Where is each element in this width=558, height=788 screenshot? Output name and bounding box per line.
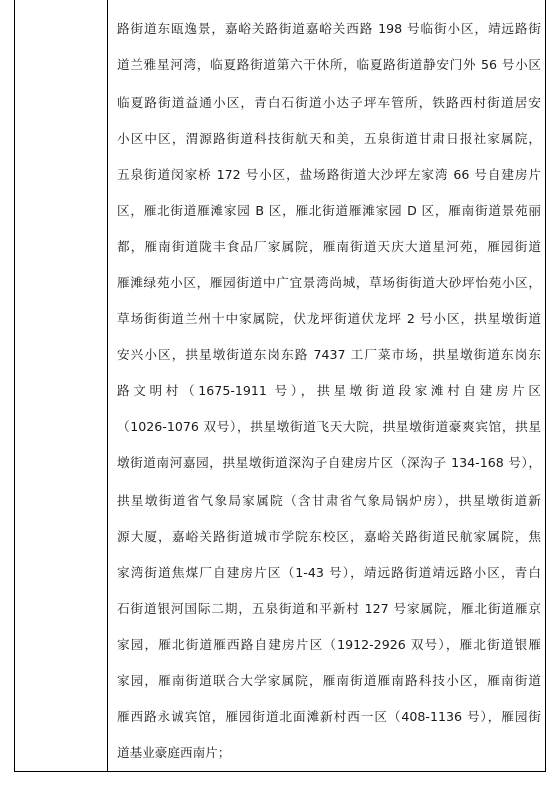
text-line-13: 墩街道南河嘉园，拱星墩街道深沟子自建房片区（深沟子 134-168 号）， xyxy=(117,455,541,470)
text-line-10: 安兴小区，拱星墩街道东岗东路 7437 工厂菜市场，拱星墩街道东岗东 xyxy=(117,347,541,362)
left-empty-cell xyxy=(15,0,107,771)
text-line-9: 草场街街道兰州十中家属院，伏龙坪街道伏龙坪 2 号小区，拱星墩街道 xyxy=(117,311,541,326)
text-line-20: 雁西路永诚宾馆，雁园街道北面滩新村西一区（408-1136 号），雁园街 xyxy=(117,709,541,724)
text-line-1: 路街道东瓯逸景，嘉峪关路街道嘉峪关西路 198 号临街小区，靖远路街 xyxy=(117,21,541,36)
text-line-15: 源大厦，嘉峪关路街道城市学院东校区，嘉峪关路街道民航家属院，焦 xyxy=(117,529,541,544)
text-line-2: 道兰雅星河湾，临夏路街道第六干休所，临夏路街道静安门外 56 号小区 xyxy=(117,57,541,72)
text-line-5: 五泉街道闵家桥 172 号小区，盐场路街道大沙坪左家湾 66 号自建房片 xyxy=(117,167,541,182)
area-list-cell xyxy=(108,0,545,771)
text-line-3: 临夏路街道益通小区，青白石街道小达子坪车管所，铁路西村街道居安 xyxy=(117,95,541,110)
text-line-21: 道基业豪庭西南片； xyxy=(117,745,231,760)
text-line-7: 都，雁南街道陇丰食品厂家属院，雁南街道天庆大道星河苑，雁园街道 xyxy=(117,239,541,254)
text-line-4: 小区中区，渭源路街道科技街航天和美，五泉街道甘肃日报社家属院， xyxy=(117,131,541,146)
text-line-19: 家园，雁南街道联合大学家属院，雁南街道雁南路科技小区，雁南街道 xyxy=(117,673,541,688)
text-line-18: 家园，雁北街道雁西路自建房片区（1912-2926 双号），雁北街道银雁 xyxy=(117,637,541,652)
text-line-16: 家湾街道焦煤厂自建房片区（1-43 号），靖远路街道靖远路小区，青白 xyxy=(117,565,541,580)
text-line-17: 石街道银河国际二期，五泉街道和平新村 127 号家属院，雁北街道雁京 xyxy=(117,601,541,616)
text-line-11: 路文明村（1675-1911 号），拱星墩街道段家滩村自建房片区 xyxy=(117,383,541,398)
text-line-6: 区，雁北街道雁滩家园 B 区，雁北街道雁滩家园 D 区，雁南街道景苑丽 xyxy=(117,203,541,218)
text-line-14: 拱星墩街道省气象局家属院（含甘肃省气象局锅炉房），拱星墩街道新 xyxy=(117,493,541,508)
text-line-8: 雁滩绿苑小区，雁园街道中广宜景湾尚城，草场街街道大砂坪怡苑小区， xyxy=(117,275,541,290)
text-line-12: （1026-1076 双号），拱星墩街道飞天大院，拱星墩街道豪爽宾馆，拱星 xyxy=(117,419,541,434)
